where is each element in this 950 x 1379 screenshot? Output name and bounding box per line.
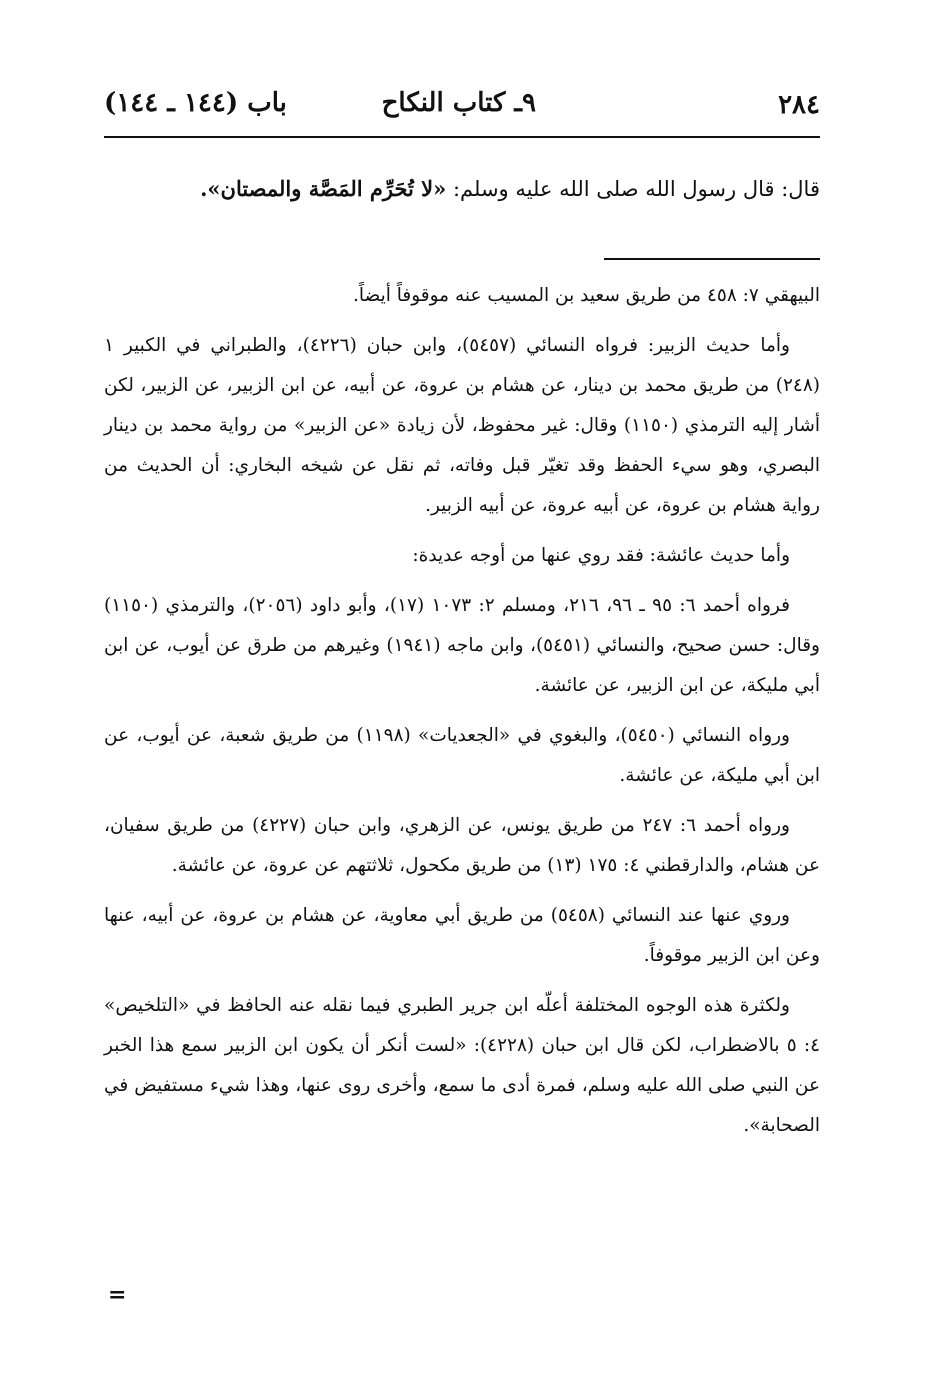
page-number: ٢٨٤ xyxy=(778,90,820,120)
footnote-separator xyxy=(604,258,820,260)
main-text xyxy=(104,170,820,208)
footnote-paragraph: البيهقي ٧: ٤٥٨ من طريق سعيد بن المسيب عنه موقوفاً أيضاً. xyxy=(353,285,820,306)
footnote-paragraph: وروي عنها عند النسائي (٥٤٥٨) من طريق أبي معاوية، عن هشام بن عروة، عن أبيه، عنها وعن ابن الزبير موقوفاً. xyxy=(104,905,820,966)
footnote-paragraph: ورواه أحمد ٦: ٢٤٧ من طريق يونس، عن الزهري، وابن حبان (٤٢٢٧) من طريق سفيان، عن هشام، والدارقطني ٤: ١٧٥ (١٣) من طريق مكحول، ثلاثتهم عن عروة، عن عائشة. xyxy=(104,815,820,876)
chapter-title: باب (١٤٤ ـ ١٤٤) xyxy=(104,88,287,118)
continuation-mark: = xyxy=(108,1282,127,1308)
hadith-quote: «لا تُحَرِّم المَصَّة والمصتان». xyxy=(200,176,447,201)
book-title: ٩ـ كتاب النكاح xyxy=(381,88,536,118)
footnote-paragraph: فرواه أحمد ٦: ٩٥ ـ ٩٦، ٢١٦، ومسلم ٢: ١٠٧٣ (١٧)، وأبو داود (٢٠٥٦)، والترمذي (١١٥٠) وقال: حسن صحيح، والنسائي (٥٤٥١)، وابن ماجه (١٩٤١) وغيرهم من طرق عن أيوب، عن ابن أبي مليكة، عن ابن الزبير، عن عائشة. xyxy=(104,595,820,696)
header-rule xyxy=(104,136,820,138)
footnote-paragraph: وأما حديث الزبير: فرواه النسائي (٥٤٥٧)، وابن حبان (٤٢٢٦)، والطبراني في الكبير ١ (٢٤٨) من طريق محمد بن دينار، عن هشام بن عروة، عن أبيه، عن ابن الزبير، عن الزبير، لكن أشار إليه الترمذي (١١٥٠) وقال: غير محفوظ، لأن زيادة «عن الزبير» من رواية محمد بن دينار البصري، وهو سيء الحفظ وقد تغيّر قبل وفاته، ثم نقل عن شيخه البخاري: أن الحديث من رواية هشام بن عروة، عن أبيه عروة، عن أبيه الزبير. xyxy=(104,335,821,516)
footnote-paragraph: ورواه النسائي (٥٤٥٠)، والبغوي في «الجعديات» (١١٩٨) من طريق شعبة، عن أيوب، عن ابن أبي مليكة، عن عائشة. xyxy=(104,725,820,786)
page-header xyxy=(104,86,820,130)
hadith-intro: قال: قال رسول الله صلى الله عليه وسلم: xyxy=(446,177,820,201)
footnote-paragraph: وأما حديث عائشة: فقد روي عنها من أوجه عديدة: xyxy=(412,545,790,566)
footnote-paragraph: ولكثرة هذه الوجوه المختلفة أعلّه ابن جرير الطبري فيما نقله عنه الحافظ في «التلخيص» ٤: ٥ بالاضطراب، لكن قال ابن حبان (٤٢٢٨): «لست أنكر أن يكون ابن الزبير سمع هذا الخبر عن النبي صلى الله عليه وسلم، فمرة أدى ما سمع، وأخرى روى عنها، وهذا شيء مستفيض في الصحابة». xyxy=(104,995,820,1136)
footnotes xyxy=(104,276,820,1156)
